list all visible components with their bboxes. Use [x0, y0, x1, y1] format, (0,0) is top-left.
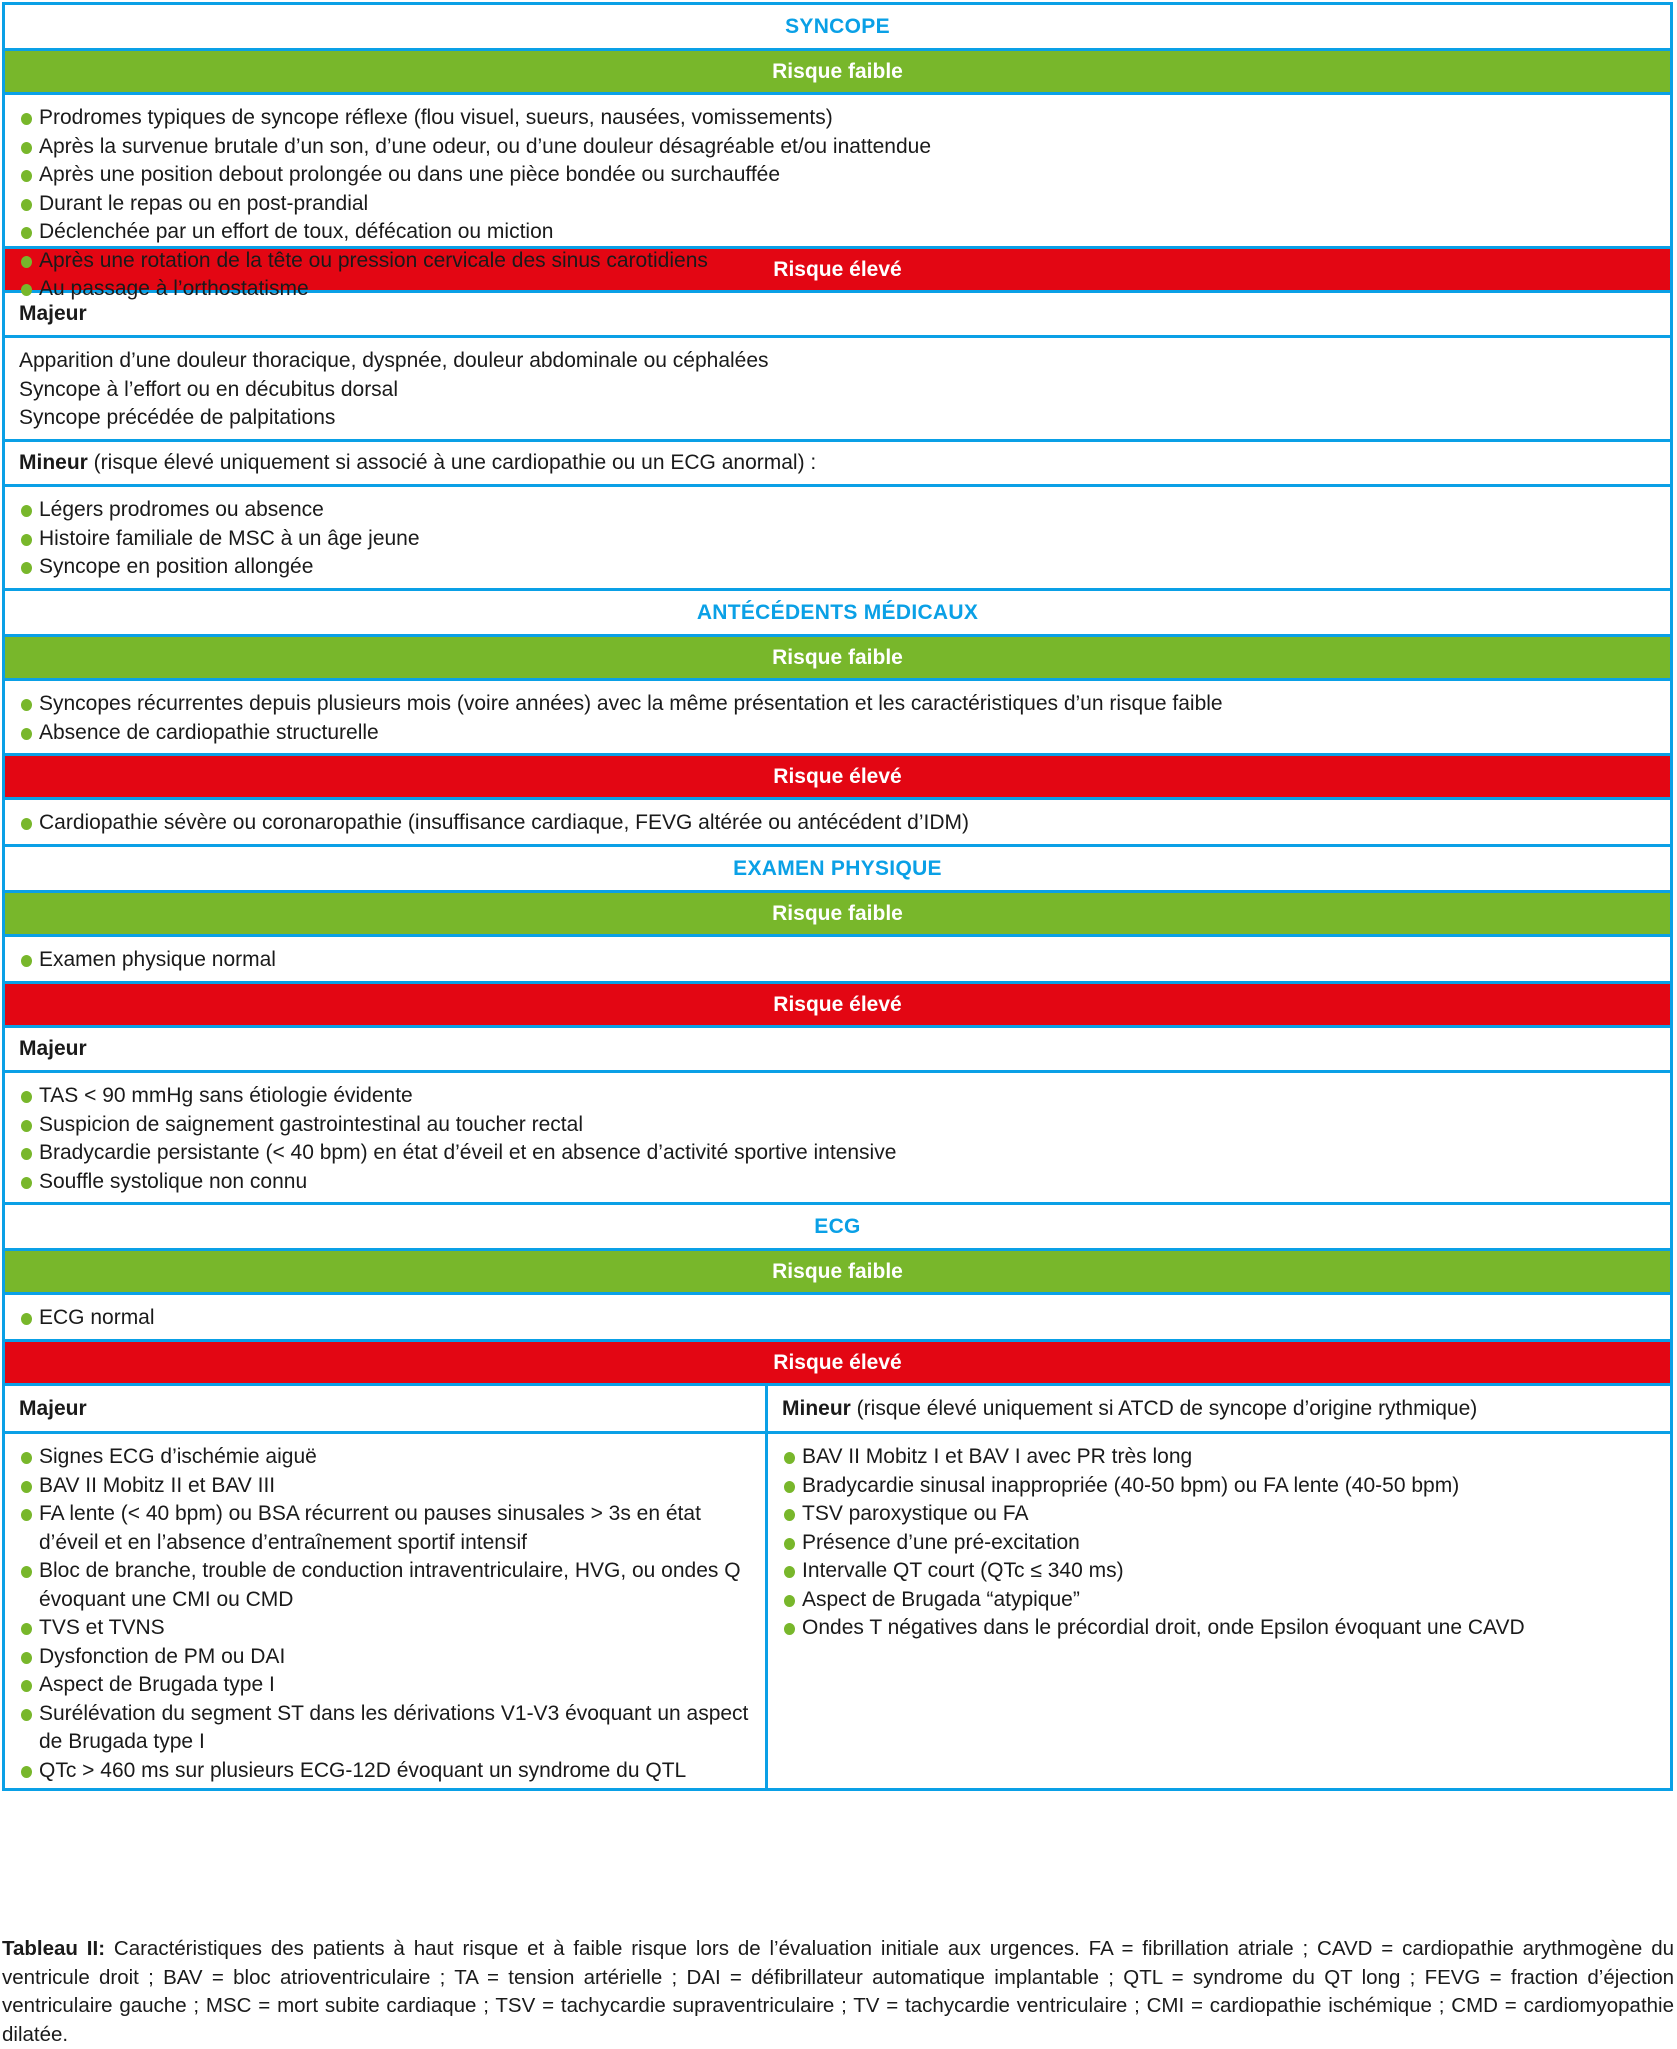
- list-item: Aspect de Brugada type I: [19, 1671, 751, 1700]
- bullet-icon: [21, 1452, 32, 1464]
- band-low-risk: Risque faible: [5, 893, 1670, 937]
- list-item: Au passage à l’orthostatisme: [19, 275, 1656, 304]
- major-label: Majeur: [19, 1037, 87, 1060]
- bullet-icon: [21, 818, 32, 830]
- bullet-icon: [21, 113, 32, 125]
- bullet-icon: [21, 1091, 32, 1103]
- bullet-icon: [21, 1680, 32, 1692]
- section-title-syncope: SYNCOPE: [5, 5, 1670, 51]
- list-item: FA lente (< 40 bpm) ou BSA récurrent ou pauses sinusales > 3s en état d’éveil et en l’absence d’entraînement sportif intensif: [19, 1500, 751, 1557]
- bullet-icon: [21, 1148, 32, 1160]
- list-item: Déclenchée par un effort de toux, défécation ou miction: [19, 218, 1656, 247]
- minor-label-row: [5, 442, 1670, 487]
- bullet-icon: [784, 1481, 795, 1493]
- risk-table: [2, 2, 1673, 1791]
- band-low-risk: Risque faible: [5, 1251, 1670, 1295]
- bullet-icon: [21, 505, 32, 517]
- minor-label: Mineur: [782, 1396, 851, 1420]
- bullet-icon: [21, 1481, 32, 1493]
- list-item: Durant le repas ou en post-prandial: [19, 190, 1656, 219]
- bullet-icon: [21, 1313, 32, 1325]
- list-item: Légers prodromes ou absence: [19, 496, 1656, 525]
- list-item: Absence de cardiopathie structurelle: [19, 719, 1656, 748]
- section-title-antecedents: ANTÉCÉDENTS MÉDICAUX: [5, 591, 1670, 637]
- list-item: Cardiopathie sévère ou coronaropathie (insuffisance cardiaque, FEVG altérée ou antécédent d’IDM): [19, 809, 1656, 838]
- bullet-icon: [784, 1623, 795, 1635]
- list-item: Intervalle QT court (QTc ≤ 340 ms): [782, 1557, 1656, 1586]
- bullet-icon: [784, 1509, 795, 1521]
- major-label-row: [5, 1028, 1670, 1073]
- bullet-icon: [21, 227, 32, 239]
- band-high-risk: Risque élevé: [5, 984, 1670, 1028]
- bullet-icon: [21, 1509, 32, 1521]
- list-item: Souffle systolique non connu: [19, 1168, 1656, 1197]
- bullet-icon: [21, 1120, 32, 1132]
- minor-note: (risque élevé uniquement si ATCD de syncope d’origine rythmique): [850, 1396, 1478, 1420]
- minor-label: Mineur: [19, 451, 88, 474]
- section-title-ecg: ECG: [5, 1205, 1670, 1251]
- list-item: BAV II Mobitz II et BAV III: [19, 1472, 751, 1501]
- section-title-examen-physique: EXAMEN PHYSIQUE: [5, 847, 1670, 893]
- ecg-low-list: [5, 1295, 1670, 1342]
- band-high-risk: Risque élevé: [5, 249, 1670, 293]
- list-item: TSV paroxystique ou FA: [782, 1500, 1656, 1529]
- list-item: Surélévation du segment ST dans les dérivations V1-V3 évoquant un aspect de Brugada type I: [19, 1700, 751, 1757]
- list-item: Syncope à l’effort ou en décubitus dorsal: [19, 377, 399, 401]
- list-item: ECG normal: [19, 1304, 1656, 1333]
- list-item: Suspicion de saignement gastrointestinal au toucher rectal: [19, 1111, 1656, 1140]
- list-item: QTc > 460 ms sur plusieurs ECG-12D évoquant un syndrome du QTL: [19, 1757, 751, 1786]
- bullet-icon: [784, 1452, 795, 1464]
- syncope-major-list: [5, 338, 1670, 442]
- band-low-risk: Risque faible: [5, 51, 1670, 95]
- bullet-icon: [784, 1538, 795, 1550]
- bullet-icon: [21, 955, 32, 967]
- list-item: Aspect de Brugada “atypique”: [782, 1586, 1656, 1615]
- list-item: BAV II Mobitz I et BAV I avec PR très long: [782, 1443, 1656, 1472]
- bullet-icon: [784, 1566, 795, 1578]
- major-label-row: [5, 1386, 765, 1434]
- list-item: Après une rotation de la tête ou pression cervicale des sinus carotidiens: [19, 247, 1656, 276]
- bullet-icon: [784, 1595, 795, 1607]
- examen-low-list: [5, 937, 1670, 984]
- syncope-minor-list: [5, 487, 1670, 591]
- band-high-risk: Risque élevé: [5, 756, 1670, 800]
- list-item: Histoire familiale de MSC à un âge jeune: [19, 525, 1656, 554]
- list-item: Bradycardie sinusal inappropriée (40-50 bpm) ou FA lente (40-50 bpm): [782, 1472, 1656, 1501]
- list-item: Syncopes récurrentes depuis plusieurs mois (voire années) avec la même présentation et les caractéristiques d’un risque faible: [19, 690, 1656, 719]
- list-item: Apparition d’une douleur thoracique, dyspnée, douleur abdominale ou céphalées: [19, 349, 769, 372]
- list-item: Signes ECG d’ischémie aiguë: [19, 1443, 751, 1472]
- list-item: Syncope en position allongée: [19, 553, 1656, 582]
- list-item: Dysfonction de PM ou DAI: [19, 1643, 751, 1672]
- bullet-icon: [21, 1652, 32, 1664]
- ecg-major-column: [5, 1386, 768, 1788]
- bullet-icon: [21, 562, 32, 574]
- bullet-icon: [21, 699, 32, 711]
- bullet-icon: [21, 284, 32, 296]
- caption-label: Tableau II:: [2, 1937, 106, 1960]
- ecg-minor-list: [768, 1434, 1670, 1652]
- list-item: Après une position debout prolongée ou dans une pièce bondée ou surchauffée: [19, 161, 1656, 190]
- list-item: TVS et TVNS: [19, 1614, 751, 1643]
- band-high-risk: Risque élevé: [5, 1342, 1670, 1386]
- list-item: Examen physique normal: [19, 946, 1656, 975]
- list-item: Après la survenue brutale d’un son, d’une odeur, ou d’une douleur désagréable et/ou inattendue: [19, 133, 1656, 162]
- bullet-icon: [21, 1709, 32, 1721]
- bullet-icon: [21, 1566, 32, 1578]
- list-item: Syncope précédée de palpitations: [19, 406, 336, 429]
- caption-text: Caractéristiques des patients à haut risque et à faible risque lors de l’évaluation initiale aux urgences. FA = fibrillation atriale ; CAVD = cardiopathie arythmogène du ventricule droit ; BAV = bloc atrioventriculaire ; TA = tension artérielle ; DAI = défibrillateur automatique implantable ; QTL = syndrome du QT long ; FEVG = fraction d’éjection ventriculaire gauche ; MSC = mort subite cardiaque ; TSV = tachycardie supraventriculaire ; TV = tachycardie ventriculaire ; CMI = cardiopathie ischémique ; CMD = cardiomyopathie dilatée.: [2, 1937, 1674, 2046]
- bullet-icon: [21, 1177, 32, 1189]
- bullet-icon: [21, 728, 32, 740]
- list-item: Présence d’une pré-excitation: [782, 1529, 1656, 1558]
- ecg-minor-column: [768, 1386, 1670, 1788]
- bullet-icon: [21, 142, 32, 154]
- bullet-icon: [21, 256, 32, 268]
- antecedents-high-list: [5, 800, 1670, 847]
- antecedents-low-list: [5, 681, 1670, 756]
- list-item: Bradycardie persistante (< 40 bpm) en état d’éveil et en absence d’activité sportive intensive: [19, 1139, 1656, 1168]
- list-item: Bloc de branche, trouble de conduction intraventriculaire, HVG, ou ondes Q évoquant une CMI ou CMD: [19, 1557, 751, 1614]
- major-label: Majeur: [19, 302, 87, 325]
- ecg-high-split: [5, 1386, 1670, 1788]
- bullet-icon: [21, 1623, 32, 1635]
- minor-note: (risque élevé uniquement si associé à une cardiopathie ou un ECG anormal) :: [87, 451, 817, 474]
- band-low-risk: Risque faible: [5, 637, 1670, 681]
- bullet-icon: [21, 1766, 32, 1778]
- major-label: Majeur: [19, 1396, 87, 1420]
- list-item: Prodromes typiques de syncope réflexe (flou visuel, sueurs, nausées, vomissements): [19, 104, 1656, 133]
- bullet-icon: [21, 534, 32, 546]
- list-item: TAS < 90 mmHg sans étiologie évidente: [19, 1082, 1656, 1111]
- ecg-major-list: [5, 1434, 765, 1788]
- list-item: Ondes T négatives dans le précordial droit, onde Epsilon évoquant une CAVD: [782, 1614, 1656, 1643]
- table-caption: [2, 1935, 1674, 2049]
- bullet-icon: [21, 199, 32, 211]
- examen-major-list: [5, 1073, 1670, 1205]
- minor-label-row: [768, 1386, 1670, 1434]
- bullet-icon: [21, 170, 32, 182]
